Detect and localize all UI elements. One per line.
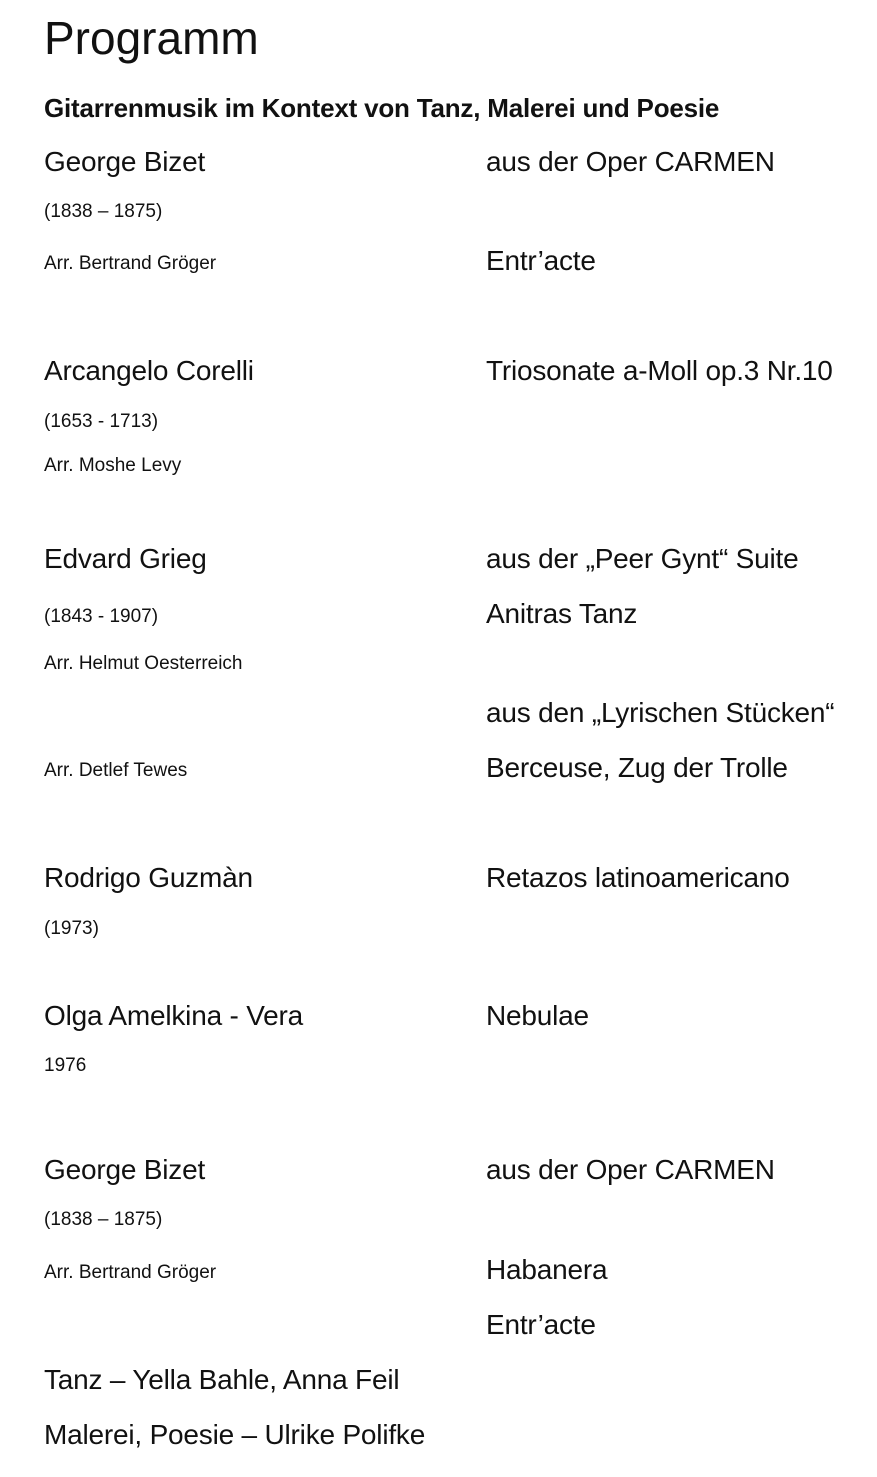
arranger: Arr. Helmut Oesterreich (44, 653, 243, 674)
composer-name: George Bizet (44, 146, 206, 177)
page-title: Programm (44, 12, 259, 64)
composer-name: Edvard Grieg (44, 543, 207, 574)
work-title: Triosonate a-Moll op.3 Nr.10 (486, 355, 833, 386)
movement-title: Habanera (486, 1254, 608, 1285)
composer-years: (1973) (44, 918, 99, 939)
work-title: Nebulae (486, 1000, 589, 1031)
movement-title: Berceuse, Zug der Trolle (486, 752, 788, 783)
credit-painting: Malerei, Poesie – Ulrike Polifke (44, 1419, 426, 1450)
arranger: Arr. Bertrand Gröger (44, 1262, 217, 1283)
work-title: aus der Oper CARMEN (486, 146, 775, 177)
composer-years: 1976 (44, 1055, 87, 1076)
arranger: Arr. Moshe Levy (44, 455, 182, 476)
composer-years: (1653 - 1713) (44, 411, 159, 432)
composer-years: (1838 – 1875) (44, 1209, 163, 1230)
composer-name: Arcangelo Corelli (44, 355, 254, 386)
composer-name: Olga Amelkina - Vera (44, 1000, 304, 1031)
composer-years: (1838 – 1875) (44, 201, 163, 222)
program-subtitle: Gitarrenmusik im Kontext von Tanz, Malerei und Poesie (44, 93, 720, 123)
work-title: aus den „Lyrischen Stücken“ (486, 697, 835, 728)
arranger: Arr. Detlef Tewes (44, 760, 188, 781)
movement-title: Anitras Tanz (486, 598, 638, 629)
composer-name: Rodrigo Guzmàn (44, 862, 253, 893)
work-title: aus der Oper CARMEN (486, 1154, 775, 1185)
arranger: Arr. Bertrand Gröger (44, 253, 217, 274)
movement-title: Entr’acte (486, 245, 596, 276)
work-title: Retazos latinoamericano (486, 862, 790, 893)
composer-name: George Bizet (44, 1154, 206, 1185)
composer-years: (1843 - 1907) (44, 606, 159, 627)
credit-dance: Tanz – Yella Bahle, Anna Feil (44, 1364, 400, 1395)
work-title: aus der „Peer Gynt“ Suite (486, 543, 799, 574)
movement-title: Entr’acte (486, 1309, 596, 1340)
